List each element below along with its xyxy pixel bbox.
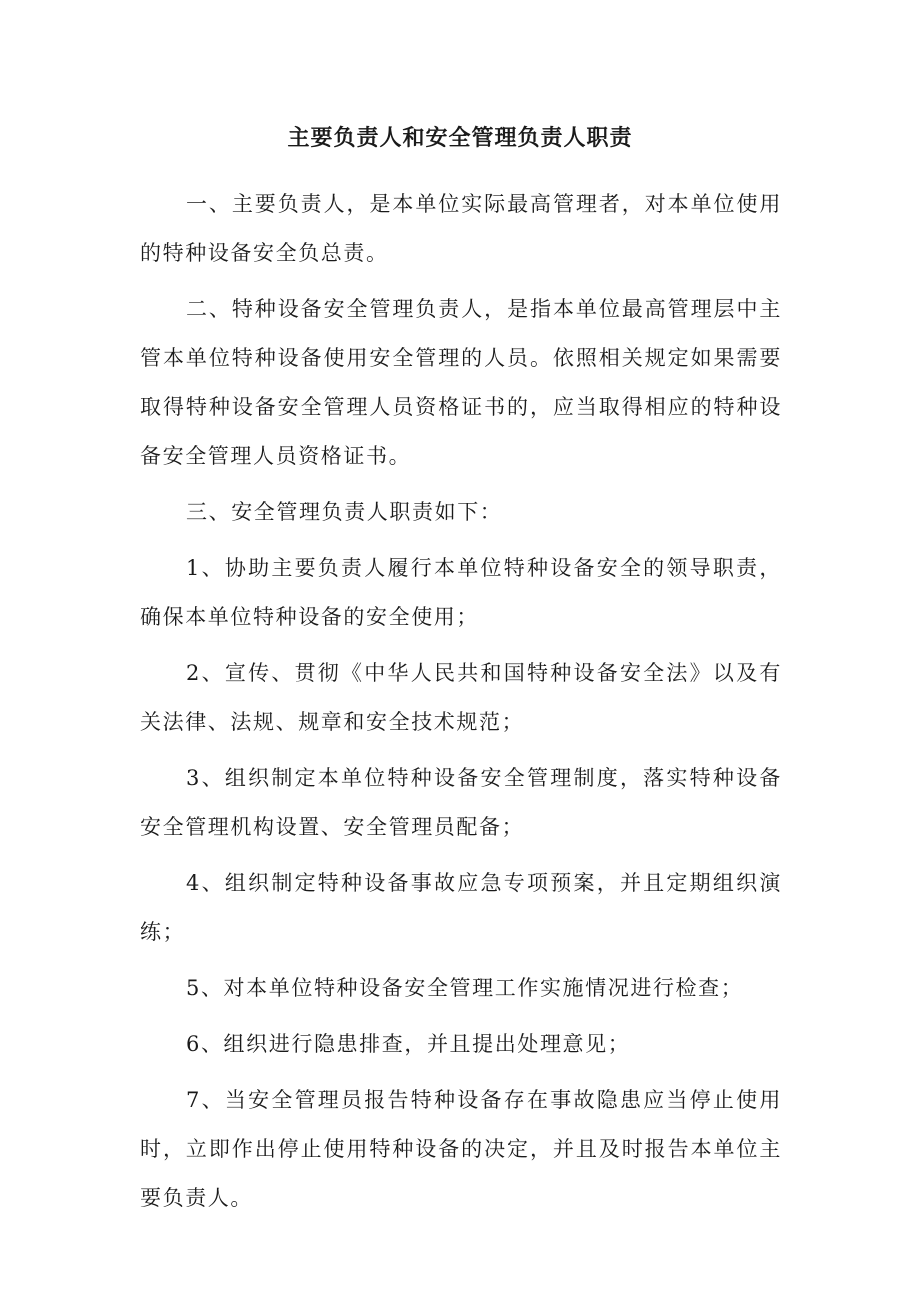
paragraph-duty-6: 6、组织进行隐患排查，并且提出处理意见； (186, 1032, 631, 1056)
paragraph-duty-3: 3、组织制定本单位特种设备安全管理制度，落实特种设备安全管理机构设置、安全管理员配备； (140, 766, 782, 839)
paragraph-duty-1: 1、协助主要负责人履行本单位特种设备安全的领导职责，确保本单位特种设备的安全使用； (140, 556, 782, 629)
paragraph-duties-heading: 三、安全管理负责人职责如下： (186, 500, 503, 524)
paragraph-duty-4: 4、组织制定特种设备事故应急专项预案，并且定期组织演练； (140, 871, 782, 944)
paragraph-duty-5: 5、对本单位特种设备安全管理工作实施情况进行检查； (186, 976, 744, 1000)
paragraph-safety-manager-definition: 二、特种设备安全管理负责人，是指本单位最高管理层中主管本单位特种设备使用安全管理的人员。依照相关规定如果需要取得特种设备安全管理人员资格证书的，应当取得相应的特种设备安全管理人员资格证书。 (140, 297, 782, 468)
document-body (140, 180, 782, 1230)
paragraph-main-responsible: 一、主要负责人，是本单位实际最高管理者，对本单位使用的特种设备安全负总责。 (140, 192, 782, 265)
paragraph-duty-7: 7、当安全管理员报告特种设备存在事故隐患应当停止使用时，立即作出停止使用特种设备的决定，并且及时报告本单位主要负责人。 (140, 1088, 782, 1210)
document-title: 主要负责人和安全管理负责人职责 (287, 125, 633, 151)
paragraph-duty-2: 2、宣传、贯彻《中华人民共和国特种设备安全法》以及有关法律、法规、规章和安全技术规范； (140, 661, 782, 734)
